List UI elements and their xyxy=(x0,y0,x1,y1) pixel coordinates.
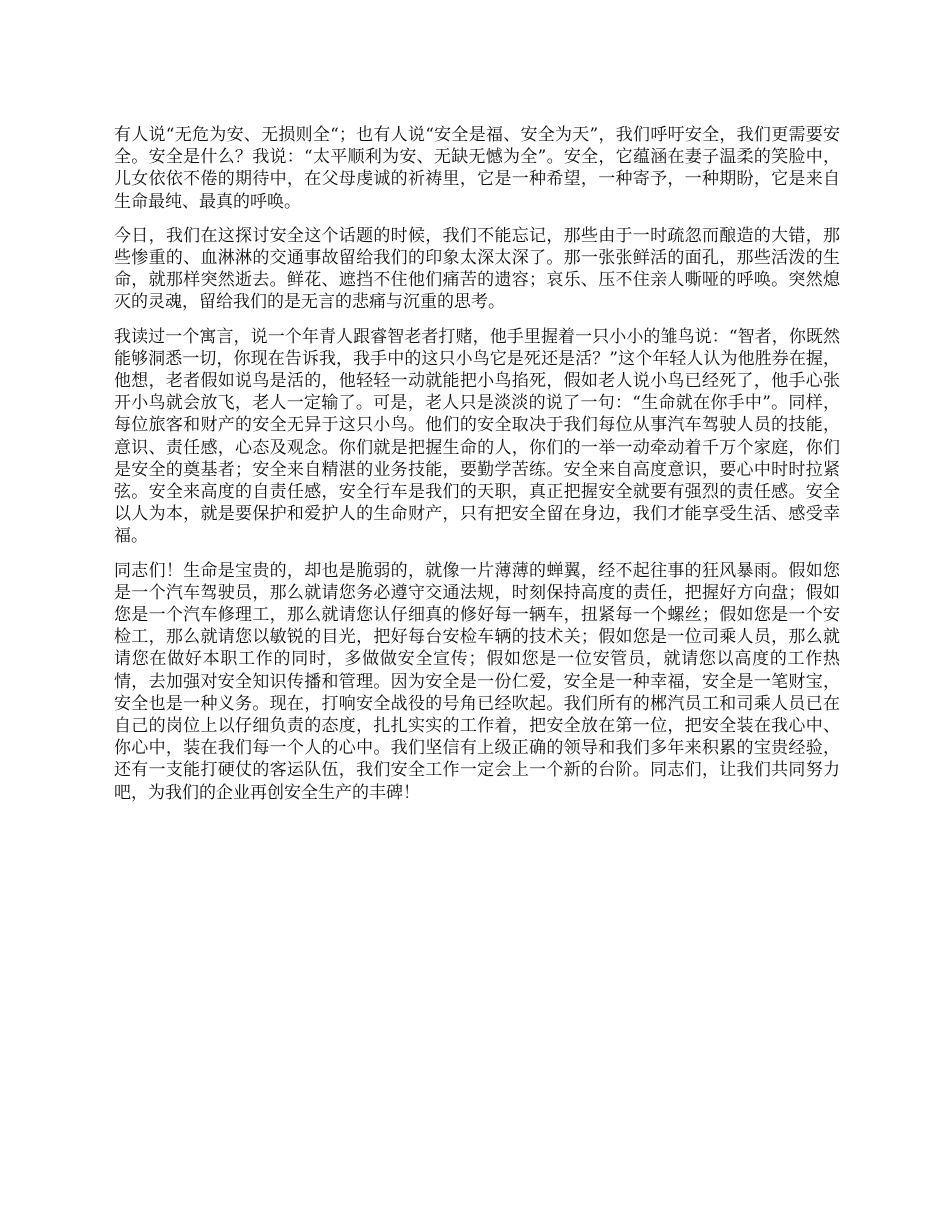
paragraph-intro: 有人说“无危为安、无损则全“；也有人说“安全是福、安全为天”，我们呼吁安全，我们更需要安全。安全是什么？我说：“太平顺利为安、无缺无憾为全”。安全，它蕴涵在妻子温柔的笑脸中，儿女依依不倦的期待中，在父母虔诚的祈祷里，它是一种希望，一种寄予，一种期盼，它是来自生命最纯、最真的呼唤。 xyxy=(114,125,840,212)
document-body xyxy=(114,124,840,816)
paragraph-remembrance: 今日，我们在这探讨安全这个话题的时候，我们不能忘记，那些由于一时疏忽而酿造的大错，那些惨重的、血淋淋的交通事故留给我们的印象太深太深了。那一张张鲜活的面孔，那些活泼的生命，就那样突然逝去。鲜花、遮挡不住他们痛苦的遗容；哀乐、压不住亲人嘶哑的呼唤。突然熄灭的灵魂，留给我们的是无言的悲痛与沉重的思考。 xyxy=(114,225,840,313)
paragraph-fable: 我读过一个寓言，说一个年青人跟睿智老者打赌，他手里握着一只小小的雏鸟说：“智者，你既然能够洞悉一切，你现在告诉我，我手中的这只小鸟它是死还是活？”这个年轻人认为他胜券在握，他想，老者假如说鸟是活的，他轻轻一动就能把小鸟掐死，假如老人说小鸟已经死了，他手心张开小鸟就会放飞，老人一定输了。可是，老人只是淡淡的说了一句：“生命就在你手中”。同样，每位旅客和财产的安全无异于这只小鸟。他们的安全取决于我们每位从事汽车驾驶人员的技能，意识、责任感，心态及观念。你们就是把握生命的人，你们的一举一动牵动着千万个家庭，你们是安全的奠基者；安全来自精湛的业务技能，要勤学苦练。安全来自高度意识，要心中时时拉紧弦。安全来高度的自责任感，安全行车是我们的天职，真正把握安全就要有强烈的责任感。安全以人为本，就是要保护和爱护人的生命财产，只有把安全留在身边，我们才能享受生活、感受幸福。 xyxy=(114,326,840,547)
paragraph-call-to-action: 同志们！生命是宝贵的，却也是脆弱的，就像一片薄薄的蝉翼，经不起往事的狂风暴雨。假如您是一个汽车驾驶员，那么就请您务必遵守交通法规，时刻保持高度的责任，把握好方向盘；假如您是一个汽车修理工，那么就请您认仔细真的修好每一辆车，扭紧每一个螺丝；假如您是一个安检工，那么就请您以敏锐的目光，把好每台安检车辆的技术关；假如您是一位司乘人员，那么就请您在做好本职工作的同时，多做做安全宣传；假如您是一位安管员，就请您以高度的工作热情，去加强对安全知识传播和管理。因为安全是一份仁爱，安全是一种幸福，安全是一笔财宝，安全也是一种义务。现在，打响安全战役的号角已经吹起。我们所有的郴汽员工和司乘人员已在自己的岗位上以仔细负责的态度，扎扎实实的工作着，把安全放在第一位，把安全装在我心中、你心中，装在我们每一个人的心中。我们坚信有上级正确的领导和我们多年来积累的宝贵经验，还有一支能打硬仗的客运队伍，我们安全工作一定会上一个新的台阶。同志们，让我们共同努力吧，为我们的企业再创安全生产的丰碑！ xyxy=(114,560,840,803)
